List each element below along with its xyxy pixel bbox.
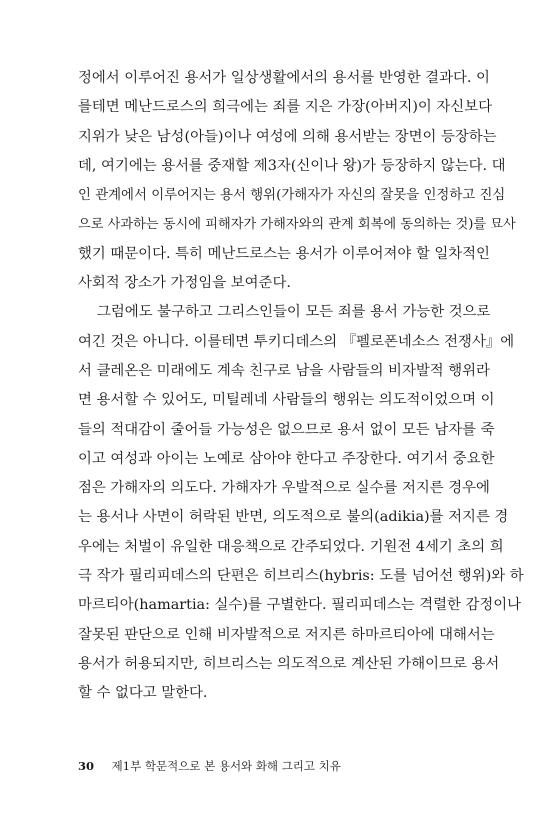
text-line: 면 용서할 수 있어도, 미틸레네 사람들의 행위는 의도적이었으며 이 xyxy=(78,392,495,409)
text-line: 는 용서나 사면이 허락된 반면, 의도적으로 불의(adikia)를 저지른 경 xyxy=(78,509,509,526)
text-line: 우에는 처벌이 유일한 대응책으로 간주되었다. 기원전 4세기 초의 희 xyxy=(78,538,504,555)
text-line: 사회적 장소가 가정임을 보여준다. xyxy=(78,275,291,292)
text-line: 그럼에도 불구하고 그리스인들이 모든 죄를 용서 가능한 것으로 xyxy=(97,304,491,321)
text-line: 정에서 이루어진 용서가 일상생활에서의 용서를 반영한 결과다. 이 xyxy=(78,70,490,86)
text-line: 들의 적대감이 줄어들 가능성은 없으므로 용서 없이 모든 남자를 죽 xyxy=(78,421,495,438)
page-footer xyxy=(78,758,341,774)
text-line: 인 관계에서 이루어지는 용서 행위(가해자가 자신의 잘못을 인정하고 진심 xyxy=(78,188,506,204)
paragraph-1 xyxy=(78,64,516,298)
text-line: 했기 때문이다. 특히 메난드로스는 용서가 이루어져야 할 일차적인 xyxy=(78,245,490,262)
text-line: 데, 여기에는 용서를 중재할 제3자(신이나 왕)가 등장하지 않는다. 대 xyxy=(78,157,506,174)
page-number: 30 xyxy=(78,759,95,773)
paragraph-2 xyxy=(78,298,524,708)
text-line: 으로 사과하는 동시에 피해자가 가해자와의 관계 회복에 동의하는 것)를 묘사 xyxy=(78,217,516,233)
text-line: 서 클레온은 미래에도 계속 친구로 남을 사람들의 비자발적 행위라 xyxy=(78,362,490,379)
text-line: 마르티아(hamartia: 실수)를 구별한다. 필리피데스는 격렬한 감정이나 xyxy=(78,597,522,614)
text-line: 를테면 메난드로스의 희극에는 죄를 지은 가장(아버지)이 자신보다 xyxy=(78,99,493,116)
page-body xyxy=(78,64,524,709)
text-line: 여긴 것은 아니다. 이를테면 투키디데스의 『펠로폰네소스 전쟁사』에 xyxy=(78,333,515,350)
text-line: 할 수 없다고 말한다. xyxy=(78,685,208,702)
text-line: 잘못된 판단으로 인해 비자발적으로 저지른 하마르티아에 대해서는 xyxy=(78,626,495,643)
running-head-section: 제1부 xyxy=(111,759,142,773)
text-line: 점은 가해자의 의도다. 가해자가 우발적으로 실수를 저지른 경우에 xyxy=(78,480,490,497)
running-head-title: 학문적으로 본 용서와 화해 그리고 치유 xyxy=(144,759,341,773)
text-line: 용서가 허용되지만, 히브리스는 의도적으로 계산된 가해이므로 용서 xyxy=(78,655,500,672)
text-line: 극 작가 필리피데스의 단편은 히브리스(hybris: 도를 넘어선 행위)와 하 xyxy=(78,568,524,585)
text-line: 지위가 낮은 남성(아들)이나 여성에 의해 용서받는 장면이 등장하는 xyxy=(78,128,497,145)
text-line: 이고 여성과 아이는 노예로 삼아야 한다고 주장한다. 여기서 중요한 xyxy=(78,450,495,467)
